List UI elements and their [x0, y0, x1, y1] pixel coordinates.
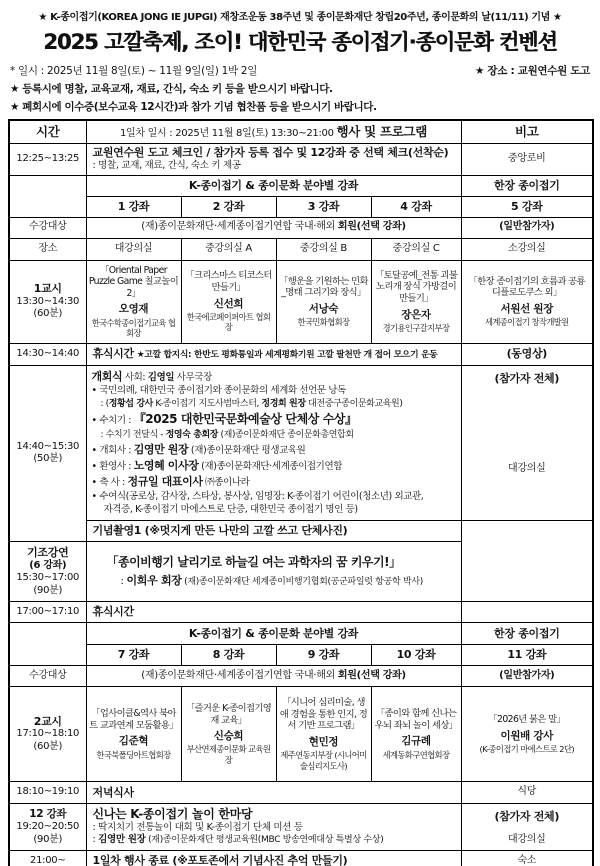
lecture-title: 「한장 종이접기의 흐름과 공룡 디플로도쿠스 외」 — [468, 275, 585, 299]
lecture-title: 「행운을 기원하는 민화_명태 그리기와 장식」 — [279, 275, 368, 299]
lecture-cell — [276, 260, 371, 343]
note-cell: 숙소 — [461, 851, 593, 866]
lecture-affiliation: 한국북폴딩아트협회장 — [96, 749, 171, 760]
opening-line — [92, 411, 456, 428]
dinner-row — [9, 782, 593, 804]
lecture-title: 「업사이클&역사 북아트 교과연계 모둠활용」 — [89, 708, 178, 731]
time-cell: 14:30~14:40 — [9, 343, 86, 365]
keynote-speaker-line — [107, 574, 459, 589]
opening-line: • 국민의례, 대한민국 종이접기와 종이문화의 세계화 선언문 낭독 — [91, 385, 346, 397]
lecture-speaker: 서원선 원장 — [500, 302, 554, 315]
audience-label: 수강대상 — [9, 666, 86, 687]
checkin-cell — [86, 143, 461, 175]
session1-audience-row — [9, 217, 593, 238]
audience-right: (일반참가자) — [461, 666, 593, 687]
opening-line: 자격증, K-종이접기 마에스트로 단증, 대한민국 종이접기 명인 등) — [103, 504, 358, 516]
lecture-title: 「토달공예_전통 괴불노리개 장식 가방걸이 만들기」 — [374, 269, 458, 305]
lecture-speaker: 현민정 — [308, 736, 339, 749]
text-segment: 행사 및 프로그램 — [336, 123, 428, 139]
audience-label: 수강대상 — [9, 217, 86, 238]
text-segment: • 개회사 : — [91, 444, 134, 456]
text-segment: (재)종이문화재단·세계종이접기연합 — [198, 460, 343, 472]
lecture-title: 「시니어 심리미술, 생애 경험을 통한 인지, 정서 기반 프로그램」 — [279, 697, 368, 732]
lecture-cell — [181, 687, 276, 782]
period-count: (6 강좌) — [29, 559, 67, 571]
event-place: ★ 장소 : 교원연수원 도고 — [474, 65, 590, 77]
period-duration: (60분) — [33, 308, 63, 320]
text-segment: 정황섭 강사 — [108, 399, 153, 410]
lecture-speaker: 이원배 강사 — [500, 729, 554, 742]
lecture-number: 7 강좌 — [86, 645, 181, 666]
time-cell: 21:00~ — [9, 851, 86, 866]
table-header-row — [9, 120, 593, 143]
lecture-speaker: 장은자 — [401, 308, 431, 321]
session2-row — [9, 687, 593, 782]
note-cell: 중앙로비 — [461, 143, 593, 175]
lecture-cell — [276, 687, 371, 782]
lecture-affiliation: (K-종이접기 마에스트로 2단) — [479, 743, 575, 754]
lecture-number: 11 강좌 — [461, 645, 593, 666]
lecture-cell — [181, 260, 276, 343]
period-duration: (60분) — [33, 740, 63, 752]
lecture-title: 「즐거운 K-종이접기영재 교육」 — [185, 703, 272, 726]
lecture-cell — [371, 687, 461, 782]
note-cell: (동영상) — [461, 343, 593, 365]
empty-cell — [461, 521, 593, 602]
text-segment: 정영숙 총회장 — [165, 429, 219, 440]
checkin-sub: : 명찰, 교재, 재료, 간식, 숙소 키 제공 — [92, 159, 241, 171]
lecture-speaker: 김준혁 — [118, 735, 149, 748]
text-segment: 김영만 원장 — [133, 442, 189, 456]
text-segment: 정규일 대표이사 — [127, 474, 203, 488]
lecture-affiliation: 부산연제종이문화 교육원장 — [186, 744, 271, 765]
break1-row — [9, 343, 593, 365]
lecture-speaker: 오영재 — [118, 303, 149, 316]
note-audience: (참가자 전체) — [494, 371, 560, 385]
note-cell — [461, 804, 593, 851]
text-segment: : ( — [100, 399, 109, 410]
text-segment: 2025년 11월 8일(토) 13:30~21:00 — [175, 127, 334, 139]
period-range: 15:30~17:00 — [16, 572, 80, 584]
period-range: 13:30~14:30 — [16, 295, 80, 307]
lecture-affiliation: 세계동화구연협회장 — [382, 749, 450, 760]
opening-line — [92, 458, 456, 474]
note-audience: (참가자 전체) — [494, 810, 560, 824]
evening-line: : 딱지치기 전통놀이 대회 및 K-종이접기 단체 미션 등 — [92, 822, 303, 834]
text-segment: 대전중구종이문화교육원) — [305, 399, 403, 410]
lecture-cell — [461, 260, 593, 343]
photo1-row — [9, 521, 593, 542]
session1-band-right: 한장 종이접기 — [461, 175, 593, 196]
lecture-title: 「크리스마스 티코스터 만들기」 — [185, 270, 272, 294]
period-label: 12 강좌 — [29, 807, 67, 820]
period-label: 1교시 — [33, 282, 62, 296]
text-segment: • 수치기 : — [91, 415, 134, 427]
opening-line — [92, 398, 456, 411]
lecture-number: 9 강좌 — [276, 645, 371, 666]
empty-cell — [9, 175, 86, 217]
lecture-affiliation: 한국수학종이접기교육 협회장 — [91, 317, 176, 338]
text-segment: (재)종이문화재단 종이문화총연합회 — [218, 429, 354, 440]
anniversary-line: ★ K-종이접기(KOREA JONG IE JUPGI) 재창조운동 38주년 및 종이문화재단 창립20주년, 종이문화의 날(11/11) 기념 ★ — [38, 12, 562, 23]
time-cell — [9, 542, 86, 602]
session2-numbers-row — [9, 645, 593, 666]
break2-cell: 휴식시간 — [86, 602, 461, 623]
lecture-affiliation: 제주연동지부장 (시니어미술심리지도사) — [280, 750, 367, 771]
lecture-affiliation: 세계종이접기 창작개발원 — [484, 316, 569, 327]
opening-ceremony-cell — [86, 365, 461, 521]
text-segment: • 환영사 : — [91, 460, 134, 472]
note-venue: 대강의실 — [508, 833, 546, 845]
note-cell: 식당 — [461, 782, 593, 804]
lecture-speaker: 신승희 — [213, 730, 244, 743]
keynote-title: 「종이비행기 날리기로 하늘길 여는 과학자의 꿈 키우기!」 — [106, 554, 401, 569]
time-cell: 17:00~17:10 — [9, 602, 86, 623]
period-range: 19:20~20:50 — [16, 821, 80, 833]
period-duration: (50분) — [33, 453, 63, 465]
evening-line — [93, 834, 459, 846]
col-header-note: 비고 — [461, 120, 593, 143]
time-cell — [9, 687, 86, 782]
period-label: 2교시 — [33, 714, 62, 728]
venue-cell: 소강의실 — [461, 238, 593, 260]
closing-note: ★ 폐회시에 이수증(보수교육 12시간)과 참가 기념 협찬품 등을 받으시기 바랍니다. — [10, 101, 377, 113]
note-cell — [461, 365, 593, 521]
text-segment: ㈜종이나라 — [202, 476, 250, 488]
page-title: 2025 고깔축제, 조이! 대한민국 종이접기·종이문화 컨벤션 — [43, 30, 557, 54]
lecture-number: 3 강좌 — [276, 196, 371, 217]
lecture-number: 5 강좌 — [461, 196, 593, 217]
col-header-program — [86, 120, 461, 143]
venue-cell: 중강의실 C — [371, 238, 461, 260]
lecture-cell — [86, 260, 181, 343]
break-label: 휴식시간 — [92, 346, 134, 360]
opening-ceremony-row — [9, 365, 593, 521]
session2-band-title: K-종이접기 & 종이문화 분야별 강좌 — [86, 623, 461, 645]
session2-band-row — [9, 623, 593, 645]
empty-cell — [9, 623, 86, 666]
venue-cell: 대강의실 — [86, 238, 181, 260]
closing-row — [9, 851, 593, 866]
time-cell: 12:25~13:25 — [9, 143, 86, 175]
text-segment: 『2025 대한민국문화예술상 단체상 수상』 — [133, 412, 357, 427]
lecture-number: 2 강좌 — [181, 196, 276, 217]
closing-cell: 1일차 행사 종료 (※포토존에서 기념사진 추억 만들기) — [86, 851, 461, 866]
session1-row — [9, 260, 593, 343]
text-segment: (재)종이문화재단 세계종이비행기협회(공군파일럿 항공학 박사) — [181, 576, 423, 587]
col-header-time: 시간 — [9, 120, 86, 143]
lecture-number: 1 강좌 — [86, 196, 181, 217]
lecture-speaker: 김규례 — [401, 735, 431, 748]
session1-band-title: K-종이접기 & 종이문화 분야별 강좌 — [86, 175, 461, 196]
text-segment: 회원(선택 강좌) — [337, 221, 406, 233]
lecture-speaker: 서낭숙 — [308, 302, 339, 315]
text-segment: 정경희 원장 — [261, 399, 306, 410]
note-venue: 대강의실 — [508, 463, 546, 475]
lecture-number: 4 강좌 — [371, 196, 461, 217]
text-segment: (재)종이문화재단·세계종이접기연합 국내·해외 — [141, 669, 338, 681]
text-segment: : — [92, 834, 99, 846]
lecture-cell — [461, 687, 593, 782]
lecture-affiliation: 한국민화협회장 — [297, 316, 350, 327]
session2-band-right: 한장 종이접기 — [461, 623, 593, 645]
dinner-cell: 저녁식사 — [86, 782, 461, 804]
text-segment: 사회: — [122, 371, 148, 383]
text-segment: : — [120, 575, 127, 587]
lecture-title: 「종이와 함께 신나는 우뇌 좌뇌 놀이 세상」 — [374, 708, 458, 731]
text-segment: 김영만 원장 — [98, 834, 146, 846]
text-segment: (재)종이문화재단·세계종이접기연합 국내·해외 — [141, 221, 338, 233]
text-segment: 이희우 회장 — [126, 573, 182, 587]
period-range: 17:10~18:10 — [16, 728, 80, 740]
evening-program-row — [9, 804, 593, 851]
audience-cell — [86, 666, 461, 687]
opening-line — [92, 429, 456, 442]
opening-line — [92, 442, 456, 458]
opening-line: • 수여식(공로상, 감사장, 스타상, 봉사상, 임명장: K-종이접기 어린이(청소년) 외교관, — [91, 490, 424, 502]
break2-row — [9, 602, 593, 623]
text-segment: (재)종이문화재단 평생교육원 — [188, 444, 306, 456]
session1-band-row — [9, 175, 593, 196]
lecture-speaker: 신선희 — [213, 297, 244, 310]
empty-cell — [461, 602, 593, 623]
checkin-title: 교원연수원 도고 체크인 / 참가자 등록 접수 및 12강좌 중 선택 체크(선착순) — [92, 146, 449, 160]
keynote-cell — [86, 542, 461, 602]
event-date: * 일시 : 2025년 11월 8일(토) ~ 11월 9일(일) 1박 2일 — [10, 65, 258, 77]
time-cell — [9, 365, 86, 542]
audience-cell — [86, 217, 461, 238]
photo1-cell: 기념촬영1 (※멋지게 만든 나만의 고깔 쓰고 단체사진) — [86, 521, 461, 542]
venue-cell: 중강의실 B — [276, 238, 371, 260]
text-segment: 개회식 — [91, 369, 123, 383]
audience-right: (일반참가자) — [461, 217, 593, 238]
time-cell: 18:10~19:10 — [9, 782, 86, 804]
break1-cell — [86, 343, 461, 365]
time-cell — [9, 260, 86, 343]
venue-cell: 중강의실 A — [181, 238, 276, 260]
lecture-number: 10 강좌 — [371, 645, 461, 666]
break-detail: ★고깔 합지식: 한반도 평화통일과 세계평화기원 고깔 팔천만 개 접어 모으기 운동 — [136, 349, 438, 360]
venue-row — [9, 238, 593, 260]
period-range: 14:40~15:30 — [16, 440, 80, 452]
text-segment: 노영혜 이사장 — [133, 458, 199, 472]
session1-numbers-row — [9, 196, 593, 217]
text-segment: • 축 사 : — [91, 476, 128, 488]
lecture-number: 8 강좌 — [181, 645, 276, 666]
lecture-cell — [86, 687, 181, 782]
opening-line — [92, 369, 456, 385]
day1-schedule-table — [8, 119, 594, 866]
period-duration: (90분) — [33, 584, 63, 596]
period-label: 기조강연 — [27, 545, 69, 559]
checkin-row — [9, 143, 593, 175]
lecture-title: 「2026년 붉은 말」 — [488, 713, 566, 725]
text-segment: 김영일 — [147, 371, 175, 383]
text-segment: (재)종이문화재단 평생교육원(MBC 방송연예대상 특별상 수상) — [145, 835, 384, 846]
time-cell — [9, 804, 86, 851]
text-segment: : 수치기 전달식 - — [100, 429, 166, 440]
evening-title: 신나는 K-종이접기 놀이 한마당 — [92, 807, 253, 822]
lecture-cell — [371, 260, 461, 343]
venue-label: 장소 — [9, 238, 86, 260]
lecture-affiliation: 한국에코페이퍼아트 협회장 — [186, 311, 271, 333]
opening-line — [92, 474, 456, 490]
lecture-title: 「Oriental Paper Puzzle Game 칠교놀이2」 — [88, 264, 179, 299]
lecture-affiliation: 경기용인구갈지부장 — [382, 322, 450, 333]
text-segment: 회원(선택 강좌) — [337, 669, 406, 681]
event-meta-row — [8, 63, 592, 78]
evening-cell — [86, 804, 461, 851]
text-segment: K-종이접기 지도사범마스터, — [152, 399, 262, 410]
session2-audience-row — [9, 666, 593, 687]
registration-note: ★ 등록시에 명찰, 교육교재, 재료, 간식, 숙소 키 등을 받으시기 바랍니다. — [10, 83, 333, 95]
period-duration: (90분) — [33, 833, 63, 845]
text-segment: 사무국장 — [174, 371, 212, 383]
text-segment: 1일차 일시 : — [119, 127, 173, 139]
